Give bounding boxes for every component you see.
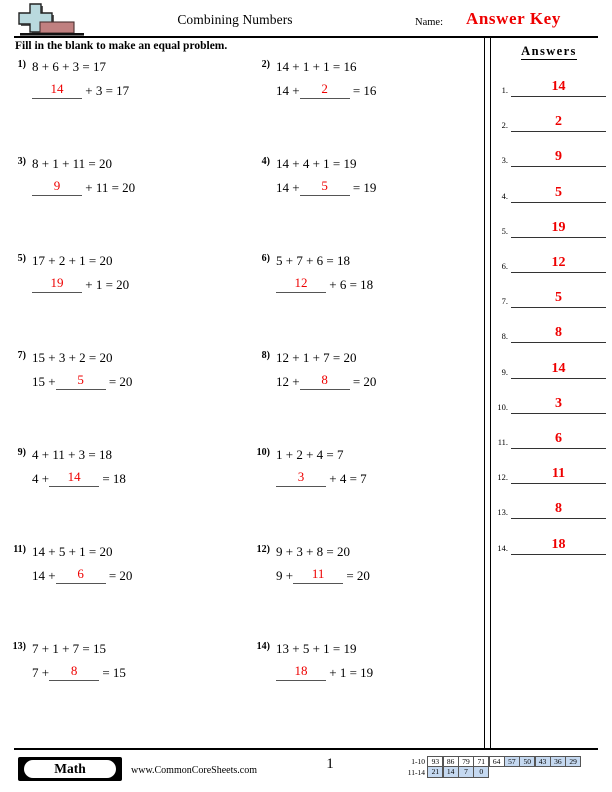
problem-equation: 13 + 5 + 1 = 19 xyxy=(276,641,357,656)
answer-blank[interactable]: 3 xyxy=(276,468,326,487)
answer-number: 6. xyxy=(501,261,508,271)
problem-equation: 14 + 5 + 1 = 20 xyxy=(32,544,113,559)
problem-body xyxy=(276,155,476,196)
problem-number: 8) xyxy=(261,350,270,361)
grade-score-cell: 14 xyxy=(443,766,459,778)
problem-equation: 5 + 7 + 6 = 18 xyxy=(276,253,350,268)
problem-item xyxy=(0,58,232,153)
answer-value[interactable]: 14 xyxy=(511,361,606,379)
equation-prefix: 14 + xyxy=(276,180,300,195)
problem-equation: 8 + 6 + 3 = 17 xyxy=(32,59,106,74)
problem-answer-equation xyxy=(32,80,232,99)
problem-number: 2) xyxy=(261,59,270,70)
equation-prefix: 9 + xyxy=(276,568,294,583)
vertical-section-divider xyxy=(484,38,491,748)
equation-prefix: 12 + xyxy=(276,374,300,389)
answer-blank[interactable]: 6 xyxy=(56,565,106,584)
problem-number: 9) xyxy=(17,447,26,458)
problem-number: 5) xyxy=(17,253,26,264)
problem-number: 4) xyxy=(261,156,270,167)
problem-equation: 8 + 1 + 11 = 20 xyxy=(32,156,113,171)
answer-blank[interactable]: 19 xyxy=(32,274,82,293)
problem-number: 12) xyxy=(256,544,270,555)
problem-number: 1) xyxy=(17,59,26,70)
answer-value[interactable]: 5 xyxy=(511,185,606,203)
answer-value[interactable]: 12 xyxy=(511,255,606,273)
answer-value[interactable]: 18 xyxy=(511,537,606,555)
answer-value[interactable]: 6 xyxy=(511,431,606,449)
equation-suffix: + 11 = 20 xyxy=(82,180,136,195)
answer-number: 13. xyxy=(497,507,508,518)
answer-row xyxy=(492,325,608,343)
grade-score-cell: 7 xyxy=(458,766,474,778)
problem-body xyxy=(276,543,476,584)
problem-body xyxy=(32,446,232,487)
answer-row xyxy=(492,255,608,273)
answer-number: 3. xyxy=(501,155,508,166)
grade-scale-row xyxy=(399,767,581,778)
problem-item xyxy=(244,58,476,153)
problem-item xyxy=(0,252,232,347)
problem-item xyxy=(244,252,476,347)
answer-number: 4. xyxy=(501,190,508,201)
answer-value[interactable]: 8 xyxy=(511,501,606,519)
problem-answer-equation xyxy=(32,662,232,681)
answer-value[interactable]: 5 xyxy=(511,290,606,308)
equation-prefix: 14 + xyxy=(32,568,56,583)
problem-body xyxy=(276,640,476,681)
grade-score-cell: 21 xyxy=(427,766,443,778)
problem-answer-equation xyxy=(276,468,476,487)
equation-suffix: + 3 = 17 xyxy=(82,83,130,98)
answer-row xyxy=(492,114,608,132)
grade-score-cell: 29 xyxy=(565,756,581,767)
equation-suffix: + 1 = 20 xyxy=(82,277,130,292)
answer-row xyxy=(492,361,608,379)
problem-body xyxy=(276,446,476,487)
answer-row xyxy=(492,185,608,203)
equation-suffix: = 20 xyxy=(105,374,133,389)
answer-blank[interactable]: 11 xyxy=(293,565,343,584)
grade-score-cell: 71 xyxy=(473,756,489,767)
answer-blank[interactable]: 8 xyxy=(49,662,99,681)
equation-prefix: 7 + xyxy=(32,665,50,680)
answer-number: 7. xyxy=(501,296,508,307)
problem-answer-equation xyxy=(32,468,232,487)
answer-blank[interactable]: 5 xyxy=(56,371,106,390)
answer-number: 1. xyxy=(501,85,508,95)
problem-body xyxy=(276,349,476,390)
answer-blank[interactable]: 5 xyxy=(300,177,350,196)
problem-body xyxy=(276,252,476,293)
problem-number: 10) xyxy=(256,447,270,458)
problem-answer-equation xyxy=(32,371,232,390)
problem-number: 11) xyxy=(13,544,26,555)
answer-blank[interactable]: 12 xyxy=(276,274,326,293)
problem-item xyxy=(0,155,232,250)
problem-equation: 7 + 1 + 7 = 15 xyxy=(32,641,106,656)
problems-area xyxy=(0,58,484,723)
answer-row xyxy=(492,290,608,308)
answer-number: 9. xyxy=(501,366,508,377)
subject-badge-label: Math xyxy=(24,760,116,778)
problem-number: 6) xyxy=(261,253,270,264)
answer-number: 10. xyxy=(497,401,508,412)
grade-score-cell: 86 xyxy=(443,756,459,767)
page-header xyxy=(0,0,612,40)
problem-item xyxy=(244,640,476,735)
answer-row xyxy=(492,501,608,519)
equation-suffix: = 20 xyxy=(349,374,377,389)
equation-suffix: = 15 xyxy=(99,665,126,680)
equation-suffix: = 16 xyxy=(349,83,377,98)
answer-blank[interactable]: 8 xyxy=(300,371,350,390)
problem-body xyxy=(32,543,232,584)
problem-item xyxy=(244,446,476,541)
answer-number: 2. xyxy=(501,120,508,131)
problem-number: 13) xyxy=(12,641,26,652)
problem-item xyxy=(244,543,476,638)
answer-number: 5. xyxy=(501,225,508,236)
answer-value[interactable]: 3 xyxy=(511,396,606,414)
equation-prefix: 14 + xyxy=(276,83,300,98)
equation-suffix: = 20 xyxy=(105,568,133,583)
name-label: Name: xyxy=(415,17,443,28)
equation-suffix: = 19 xyxy=(349,180,377,195)
problem-body xyxy=(32,58,232,99)
header-divider xyxy=(14,36,598,38)
grade-score-cell: 64 xyxy=(489,756,505,767)
problem-answer-equation xyxy=(276,177,476,196)
problem-body xyxy=(32,349,232,390)
equation-suffix: + 6 = 18 xyxy=(326,277,374,292)
grade-score-cell: 57 xyxy=(504,756,520,767)
subject-badge xyxy=(18,757,122,781)
problem-item xyxy=(0,640,232,735)
grade-score-cell: 50 xyxy=(519,756,535,767)
problem-number: 14) xyxy=(256,641,270,652)
answers-panel xyxy=(492,40,610,740)
problem-body xyxy=(32,252,232,293)
equation-suffix: + 4 = 7 xyxy=(326,471,367,486)
grade-score-cell: 93 xyxy=(427,756,443,767)
problem-equation: 14 + 4 + 1 = 19 xyxy=(276,156,357,171)
problem-body xyxy=(276,58,476,99)
problem-item xyxy=(0,543,232,638)
answers-heading xyxy=(492,44,606,59)
answer-row xyxy=(492,79,608,97)
instruction-text: Fill in the blank to make an equal problem. xyxy=(15,40,228,52)
grade-score-cell: 79 xyxy=(458,756,474,767)
problem-equation: 14 + 1 + 1 = 16 xyxy=(276,59,357,74)
answer-blank[interactable]: 2 xyxy=(300,80,350,99)
answer-blank[interactable]: 18 xyxy=(276,662,326,681)
answer-number: 14. xyxy=(497,542,508,553)
problem-answer-equation xyxy=(276,371,476,390)
grade-scale-row xyxy=(399,756,581,767)
answer-value[interactable]: 14 xyxy=(511,79,606,97)
equation-prefix: 15 + xyxy=(32,374,56,389)
footer-divider xyxy=(14,748,598,750)
problem-item xyxy=(0,446,232,541)
answer-row xyxy=(492,537,608,555)
problem-item xyxy=(0,349,232,444)
answer-row xyxy=(492,220,608,238)
problem-item xyxy=(244,155,476,250)
page-number: 1 xyxy=(326,756,334,772)
equation-suffix: + 1 = 19 xyxy=(326,665,374,680)
answer-row xyxy=(492,396,608,414)
problem-equation: 17 + 2 + 1 = 20 xyxy=(32,253,113,268)
problem-equation: 4 + 11 + 3 = 18 xyxy=(32,447,113,462)
equation-suffix: = 20 xyxy=(343,568,370,583)
answers-heading-text: Answers xyxy=(521,44,577,58)
grade-score-cell: 0 xyxy=(473,766,489,778)
problem-answer-equation xyxy=(276,80,476,99)
problem-body xyxy=(32,640,232,681)
site-url[interactable]: www.CommonCoreSheets.com xyxy=(131,765,258,776)
answer-blank[interactable]: 14 xyxy=(32,80,82,99)
answer-value[interactable]: 8 xyxy=(511,325,606,343)
problem-answer-equation xyxy=(276,274,476,293)
grade-score-cell: 36 xyxy=(550,756,566,767)
answer-row xyxy=(492,466,608,484)
page-title: Combining Numbers xyxy=(177,12,293,27)
equation-prefix: 4 + xyxy=(32,471,50,486)
answer-value[interactable]: 11 xyxy=(511,466,606,484)
answer-value[interactable]: 9 xyxy=(511,149,606,167)
problem-answer-equation xyxy=(32,274,232,293)
problem-answer-equation xyxy=(32,177,232,196)
problem-equation: 9 + 3 + 8 = 20 xyxy=(276,544,350,559)
grade-score-cell: 43 xyxy=(535,756,551,767)
problem-number: 3) xyxy=(17,156,26,167)
answer-row xyxy=(492,431,608,449)
grade-range-label: 11-14 xyxy=(407,768,425,777)
answer-number: 12. xyxy=(497,472,508,483)
problem-equation: 15 + 3 + 2 = 20 xyxy=(32,350,113,365)
equation-suffix: = 18 xyxy=(99,471,126,486)
answer-blank[interactable]: 14 xyxy=(49,468,99,487)
grading-scale-table xyxy=(399,756,581,778)
answer-number: 11. xyxy=(497,437,508,447)
answer-blank[interactable]: 9 xyxy=(32,177,82,196)
problem-number: 7) xyxy=(17,350,26,361)
answer-number: 8. xyxy=(501,331,508,342)
problem-equation: 1 + 2 + 4 = 7 xyxy=(276,447,344,462)
problem-body xyxy=(32,155,232,196)
answer-key-label: Answer Key xyxy=(466,9,561,28)
problem-item xyxy=(244,349,476,444)
answer-value[interactable]: 19 xyxy=(511,220,606,238)
problem-answer-equation xyxy=(32,565,232,584)
grade-range-label: 1-10 xyxy=(411,757,425,766)
answer-value[interactable]: 2 xyxy=(511,114,606,132)
problem-answer-equation xyxy=(276,565,476,584)
answer-row xyxy=(492,149,608,167)
problem-answer-equation xyxy=(276,662,476,681)
problem-equation: 12 + 1 + 7 = 20 xyxy=(276,350,357,365)
